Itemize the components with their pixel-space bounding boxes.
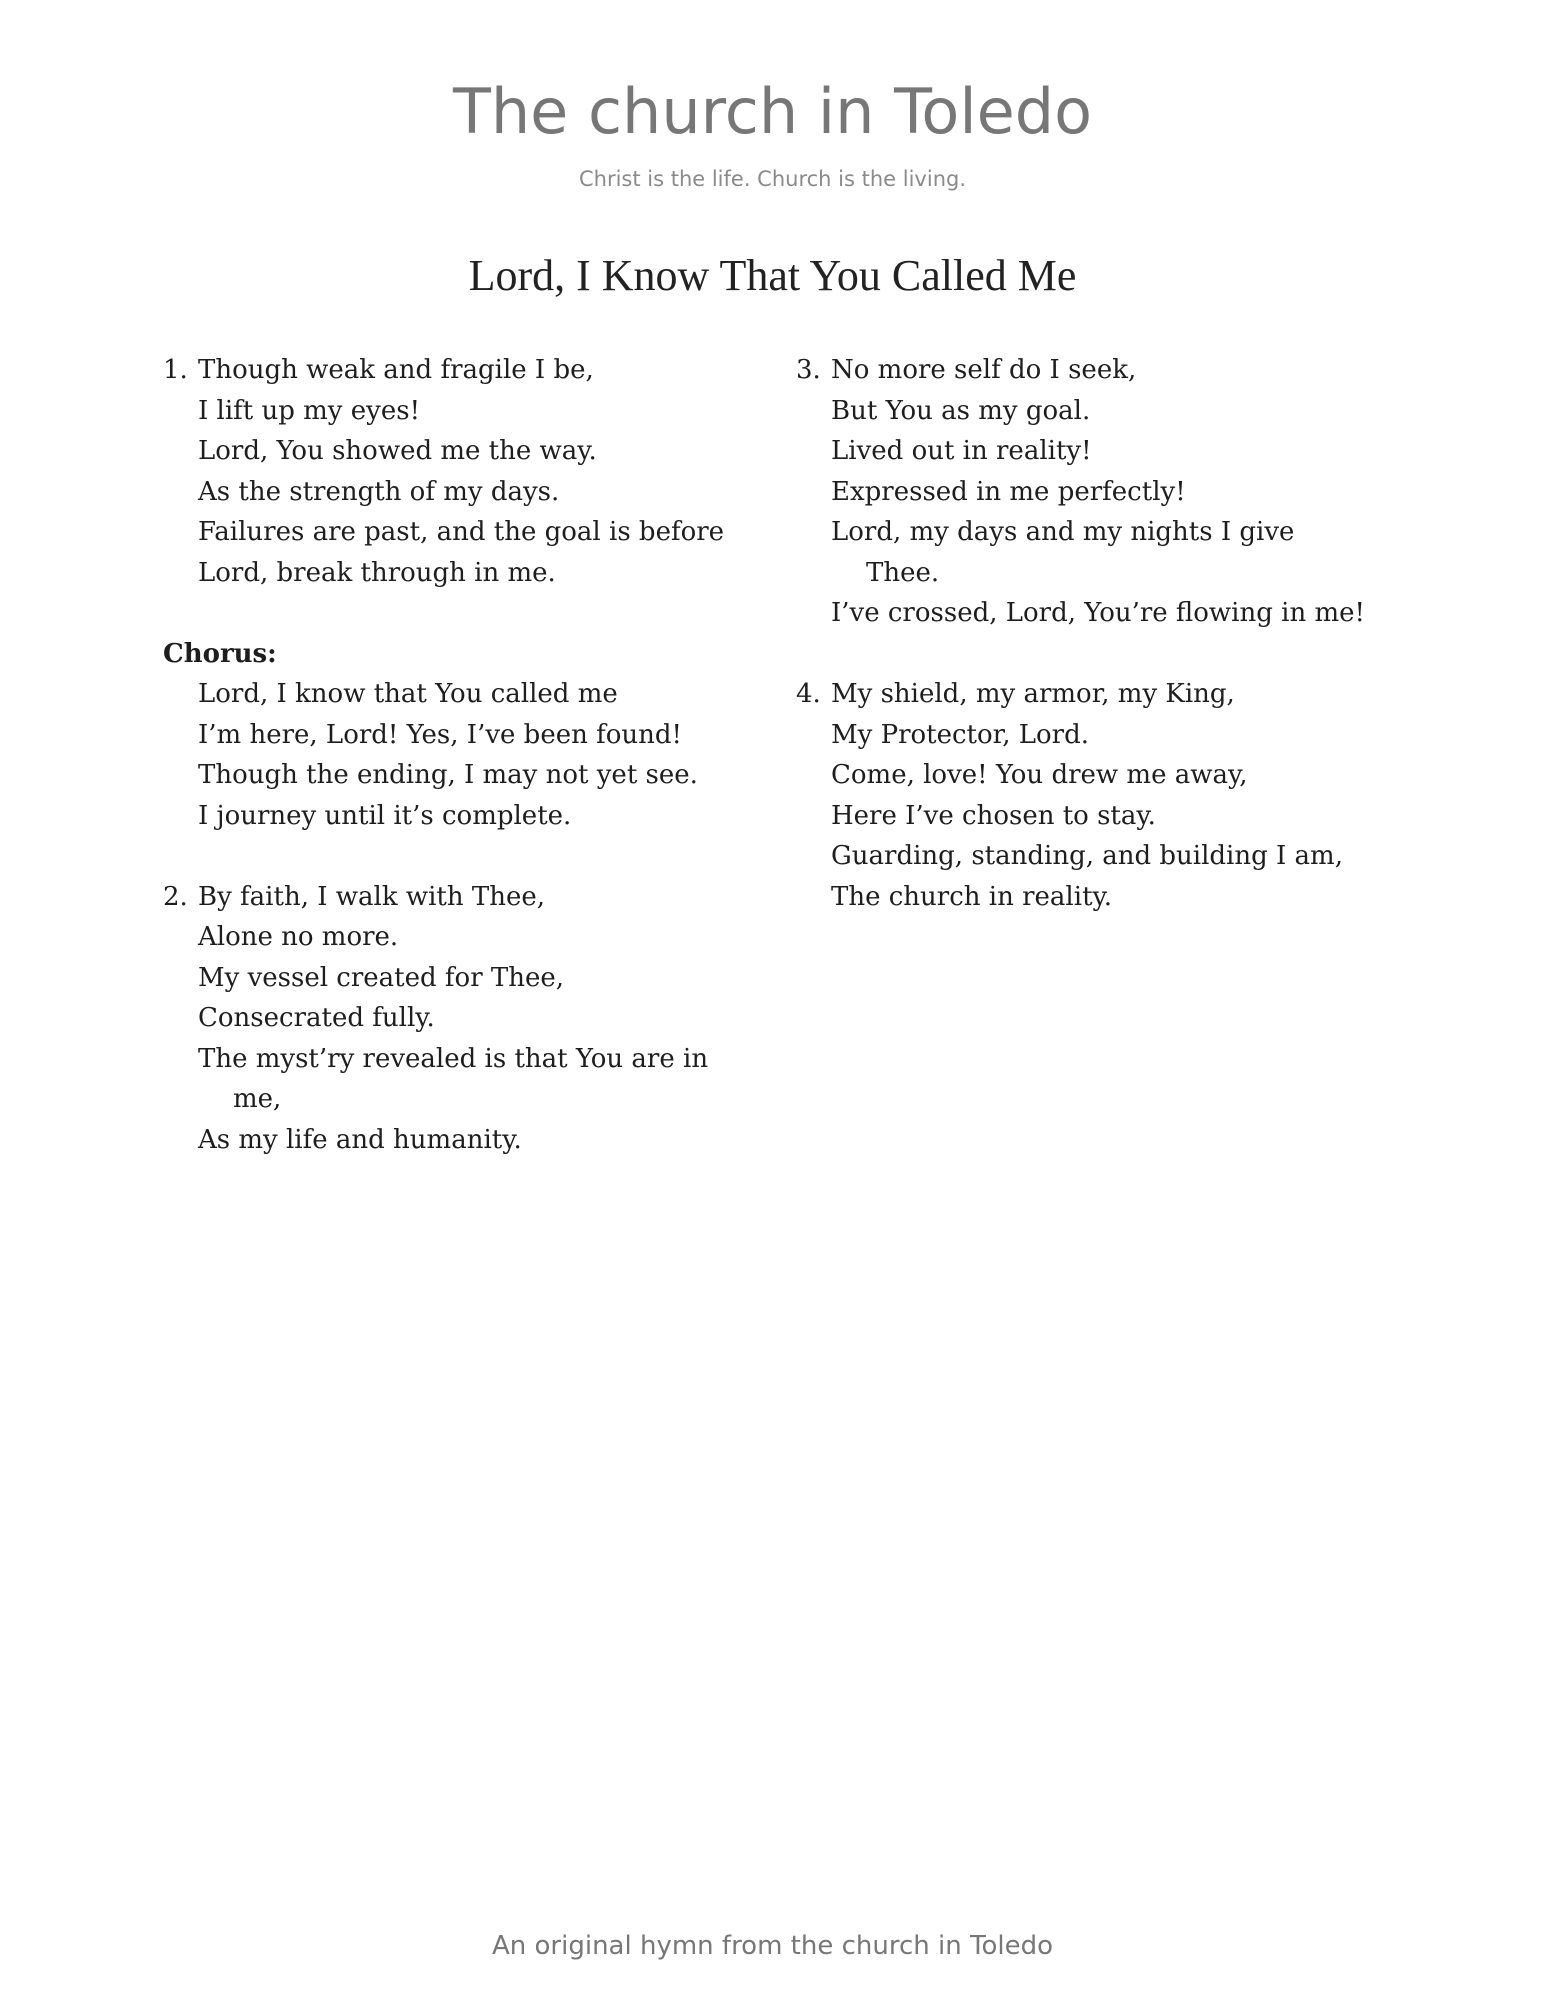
stanza-1 — [163, 350, 763, 593]
left-column — [163, 350, 763, 1201]
lyric-line-continuation: me, — [233, 1084, 282, 1114]
lyric-line: 3. No more self do I seek, — [796, 350, 1396, 391]
page-footer: An original hymn from the church in Toledo — [492, 1931, 1053, 1961]
stanza-number: 3. — [796, 355, 821, 385]
stanza-2 — [163, 877, 763, 1161]
lyric-line: Lord, break through in me. — [198, 557, 556, 588]
lyric-line: Failures are past, and the goal is before — [198, 517, 725, 547]
lyric-line-continuation: Thee. — [866, 557, 940, 588]
page-header — [0, 62, 1545, 196]
lyric-line: Lord, my days and my nights I give — [831, 517, 1295, 547]
chorus-label: Chorus: — [163, 638, 277, 669]
lyric-line: Though the ending, I may not yet see. — [198, 760, 698, 790]
lyric-line: Expressed in me perfectly! — [831, 476, 1186, 507]
lyric-line: 2. By faith, I walk with Thee, — [163, 877, 763, 918]
lyric-line: 4. My shield, my armor, my King, — [796, 674, 1396, 715]
lyric-line: Come, love! You drew me away, — [831, 760, 1248, 790]
lyric-line: Lord, You showed me the way. — [198, 436, 597, 466]
lyric-line: Consecrated fully. — [198, 1003, 435, 1033]
lyric-line: The myst’ry revealed is that You are in — [198, 1043, 709, 1074]
lyric-line: The church in reality. — [831, 881, 1113, 912]
lyric-line: Alone no more. — [198, 922, 399, 952]
lyric-line: Here I’ve chosen to stay. — [831, 800, 1156, 831]
lyric-line: My vessel created for Thee, — [198, 962, 565, 993]
chorus — [163, 634, 763, 837]
lyric-line: I lift up my eyes! — [198, 395, 421, 426]
stanza-number: 2. — [163, 881, 188, 912]
lyric-line: I’m here, Lord! Yes, I’ve been found! — [198, 719, 682, 750]
lyric-line: 1. Though weak and fragile I be, — [163, 350, 763, 391]
church-name: The church in Toledo — [452, 75, 1093, 148]
lyric-line: But You as my goal. — [831, 395, 1091, 426]
lyric-line: As the strength of my days. — [198, 476, 560, 507]
right-column — [796, 350, 1396, 958]
lyric-line: Lived out in reality! — [831, 436, 1092, 466]
lyric-line: As my life and humanity. — [198, 1124, 522, 1155]
lyric-line: I’ve crossed, Lord, You’re flowing in me! — [831, 598, 1365, 628]
stanza-number: 1. — [163, 355, 188, 385]
lyric-line: Lord, I know that You called me — [198, 679, 618, 709]
tagline: Christ is the life. Church is the living. — [578, 167, 967, 191]
lyric-line: Guarding, standing, and building I am, — [831, 841, 1343, 871]
stanza-3 — [796, 350, 1396, 634]
lyric-line: I journey until it’s complete. — [198, 800, 572, 831]
stanza-4 — [796, 674, 1396, 917]
lyric-line: My Protector, Lord. — [831, 719, 1090, 750]
hymn-title: Lord, I Know That You Called Me — [468, 251, 1077, 300]
stanza-number: 4. — [796, 679, 821, 709]
